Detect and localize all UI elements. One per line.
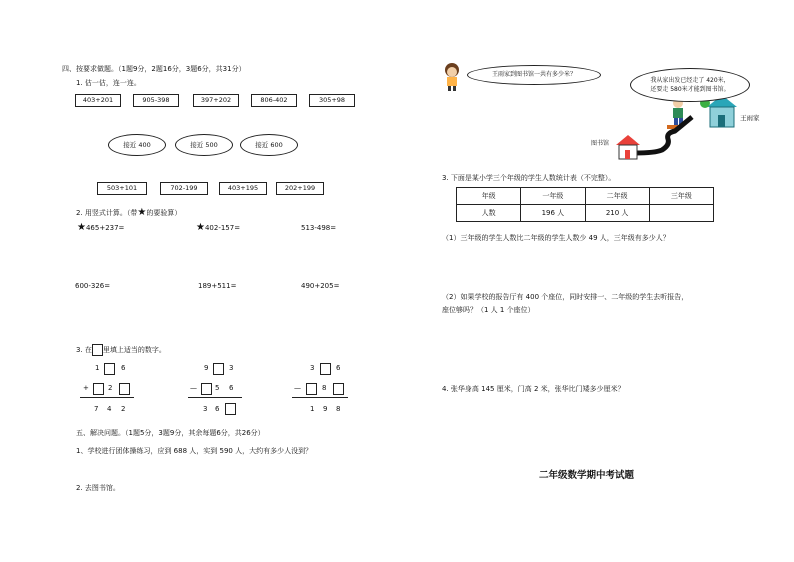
table-header-cell: 三年级 <box>649 188 713 205</box>
q3-stats-title: 3. 下面是某小学三个年级的学生人数统计表（不完整）。 <box>442 174 616 182</box>
q1-title: 1. 估一估，连一连。 <box>76 79 141 87</box>
section4-title: 四、按要求做题。（1题9分，2题16分，3题6分，共31分） <box>62 65 246 73</box>
calc-item: 513-498= <box>301 224 337 232</box>
digit: 2 <box>108 384 113 392</box>
table-cell-blank[interactable] <box>649 205 713 222</box>
calc-item: 600-326= <box>75 282 111 290</box>
divider <box>188 397 242 398</box>
table-cell: 196 人 <box>521 205 585 222</box>
digit: 1 <box>310 405 315 413</box>
estimate-box: 305+98 <box>309 94 355 107</box>
section5-title: 五、解决问题。（1题5分，3题9分，其余每题6分，共26分） <box>76 429 265 437</box>
digit: 3 <box>229 364 234 372</box>
blank-box[interactable] <box>119 383 130 395</box>
table-cell: 210 人 <box>585 205 649 222</box>
estimate-box: 905-398 <box>133 94 179 107</box>
blank-box[interactable] <box>225 403 236 415</box>
blank-box[interactable] <box>92 344 103 356</box>
route-path <box>635 117 692 153</box>
calc-item: ★402-157= <box>196 222 241 233</box>
speech-bubble-left: 王雨家到图书馆一共有多少米？ <box>467 65 601 85</box>
q4: 4. 张华身高 145 厘米，门高 2 米，张华比门矮多少厘米？ <box>442 385 625 393</box>
student-stats-table <box>456 187 714 222</box>
table-cell: 人数 <box>457 205 521 222</box>
s5-q1: 1、学校进行团体操练习，应到 688 人，实到 590 人，大约有多少人没到？ <box>76 447 313 455</box>
calc-item: 189+511= <box>198 282 237 290</box>
q3-2a: （2）如果学校的报告厅有 400 个座位，同时安排一、二年级的学生去听报告， <box>442 293 689 301</box>
table-header-cell: 年级 <box>457 188 521 205</box>
home-label: 王雨家 <box>740 114 760 122</box>
star-icon: ★ <box>137 207 147 218</box>
approx-oval: 接近 600 <box>240 134 298 156</box>
q3-title: 3. 在 里填上适当的数字。 <box>76 346 166 354</box>
star-icon: ★ <box>77 222 86 233</box>
digit: 6 <box>121 364 126 372</box>
digit: 9 <box>204 364 209 372</box>
library-house <box>616 135 640 159</box>
estimate-box: 503+101 <box>97 182 147 195</box>
table-row <box>457 188 714 205</box>
approx-oval: 接近 500 <box>175 134 233 156</box>
table-header-cell: 一年级 <box>521 188 585 205</box>
speech-bubble-right: 我从家出发已经走了 420米， 还要走 580米才能到图书馆。 <box>630 68 750 102</box>
blank-box[interactable] <box>333 383 344 395</box>
estimate-box: 397+202 <box>193 94 239 107</box>
digit: 1 <box>95 364 100 372</box>
s5-q2: 2. 去图书馆。 <box>76 484 120 492</box>
blank-box[interactable] <box>320 363 331 375</box>
estimate-box: 806-402 <box>251 94 297 107</box>
digit: 8 <box>322 384 327 392</box>
calc-item: 490+205= <box>301 282 340 290</box>
exam-title: 二年级数学期中考试题 <box>539 470 635 481</box>
estimate-box: 202+199 <box>276 182 324 195</box>
estimate-box: 702-199 <box>160 182 208 195</box>
table-header-cell: 二年级 <box>585 188 649 205</box>
girl-figure <box>445 63 459 91</box>
digit: 5 <box>215 384 220 392</box>
operator: — <box>190 384 197 392</box>
q2-title: 2. 用竖式计算。（带★的要验算） <box>76 207 182 218</box>
calc-item: ★465+237= <box>77 222 125 233</box>
blank-box[interactable] <box>306 383 317 395</box>
digit: 3 <box>310 364 315 372</box>
operator: — <box>294 384 301 392</box>
digit: 8 <box>336 405 341 413</box>
digit: 2 <box>121 405 126 413</box>
digit: 9 <box>323 405 328 413</box>
divider <box>292 397 348 398</box>
digit: 6 <box>229 384 234 392</box>
approx-oval: 接近 400 <box>108 134 166 156</box>
operator: + <box>83 384 89 392</box>
blank-box[interactable] <box>213 363 224 375</box>
q3-1: （1）三年级的学生人数比二年级的学生人数少 49 人，三年级有多少人？ <box>442 234 670 242</box>
estimate-box: 403+195 <box>219 182 267 195</box>
estimate-box: 403+201 <box>75 94 121 107</box>
digit: 6 <box>215 405 220 413</box>
table-row <box>457 205 714 222</box>
q3-2b: 座位够吗？（1 人 1 个座位） <box>442 306 535 314</box>
digit: 4 <box>107 405 112 413</box>
blank-box[interactable] <box>93 383 104 395</box>
blank-box[interactable] <box>201 383 212 395</box>
blank-box[interactable] <box>104 363 115 375</box>
divider <box>80 397 134 398</box>
digit: 7 <box>94 405 99 413</box>
library-label: 图书馆 <box>591 140 610 147</box>
star-icon: ★ <box>196 222 205 233</box>
digit: 6 <box>336 364 341 372</box>
digit: 3 <box>203 405 208 413</box>
